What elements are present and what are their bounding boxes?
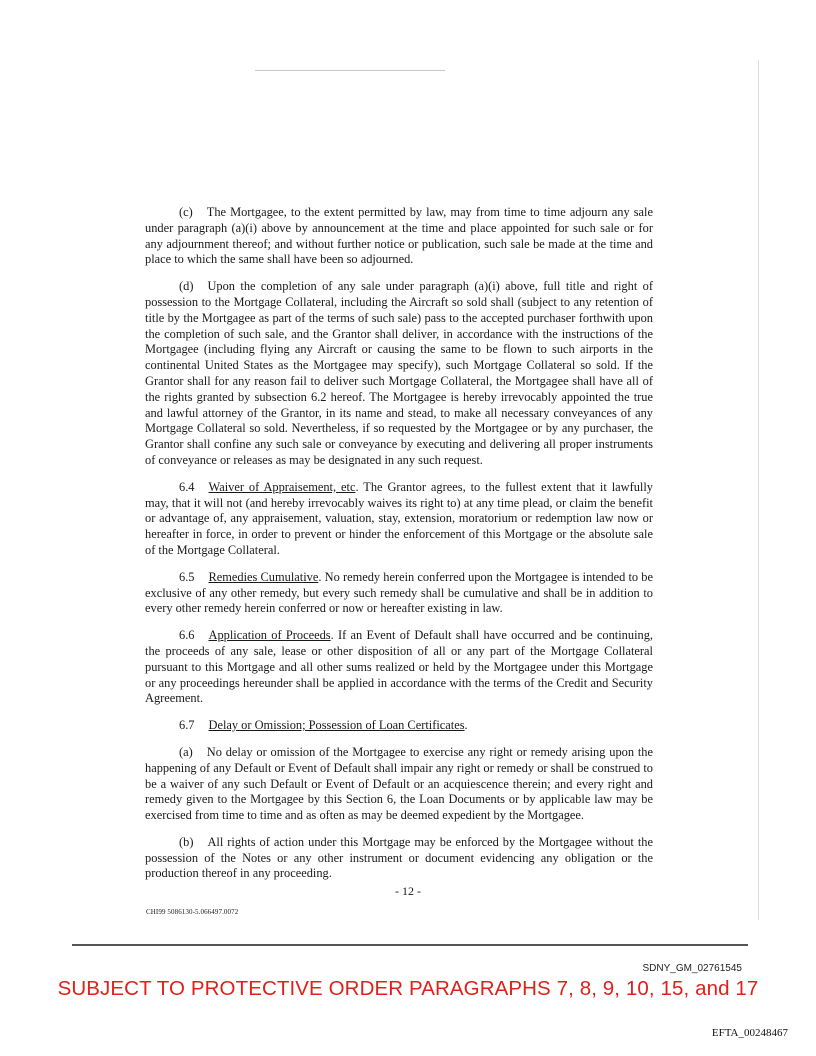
efta-number: EFTA_00248467 — [711, 1027, 788, 1039]
scan-artifact — [255, 70, 445, 71]
paragraph-label: (a) — [179, 744, 193, 759]
paragraph-a — [145, 745, 653, 824]
section-text: . No remedy herein conferred upon the Mortgagee is intended to be exclusive of any other remedy, but every such remedy shall be cumulative and shall be in addition to every other remedy herein conferred or now or hereafter existing in law. — [145, 569, 653, 616]
section-number: 6.4 — [179, 479, 195, 494]
section-6-7 — [145, 718, 653, 734]
paragraph-label: (d) — [179, 279, 194, 294]
paragraph-label: (c) — [179, 205, 193, 219]
paragraph-text: All rights of action under this Mortgage may be enforced by the Mortgagee without the possession of the Notes or any other instrument or document evidencing any obligation or the production thereof in any proceeding. — [145, 834, 653, 881]
page-number: - 12 - — [395, 884, 421, 898]
section-title: Delay or Omission; Possession of Loan Certificates — [208, 718, 465, 733]
paragraph-text: No delay or omission of the Mortgagee to exercise any right or remedy arising upon the happening of any Default or Event of Default shall impair any right or remedy or shall be construed to be a waiver of any such Default or Event of Default or an acquiescence therein; and every right and remedy given to the Mortgagee by this Section 6, the Loan Documents or by applicable law may be exercised from time to time and as often as may be deemed expedient by the Mortgagee. — [145, 744, 653, 823]
section-title: Application of Proceeds — [208, 628, 331, 643]
document-body — [145, 205, 653, 893]
paragraph-label: (b) — [179, 834, 194, 849]
section-title: Remedies Cumulative — [208, 569, 319, 584]
protective-order-banner: SUBJECT TO PROTECTIVE ORDER PARAGRAPHS 7, 8, 9, 10, 15, and 17 — [57, 977, 759, 1000]
bates-number: SDNY_GM_02761545 — [642, 963, 742, 974]
scan-edge-line — [758, 60, 759, 920]
section-6-4 — [145, 480, 653, 559]
paragraph-c — [145, 205, 653, 268]
section-text: . The Grantor agrees, to the fullest extent that it lawfully may, that it will not (and hereby irrevocably waives its right to) at any time plead, or claim the benefit or advantage of, any appraisement, valuation, stay, extension, moratorium or redemption law now or hereafter in force, in order to prevent or hinder the enforcement of this Mortgage or the absolute sale of the Mortgage Collateral. — [145, 479, 653, 557]
paragraph-text: Upon the completion of any sale under paragraph (a)(i) above, full title and right of possession to the Mortgage Collateral, including the Aircraft so sold shall (subject to any retention of title by the Mortgagee as part of the terms of such sale) pass to the accepted purchaser forthwith upon the completion of such sale, and the Grantor shall deliver, in accordance with the instructions of the Mortgagee (including flying any Aircraft or causing the same to be flown to such airports in the continental United States as the Mortgagee may specify), such Mortgage Collateral so sold. If the Grantor shall for any reason fail to deliver such Mortgage Collateral, the Mortgagee shall have all of the rights granted by subsection 6.2 hereof. The Mortgagee is hereby irrevocably appointed the true and lawful attorney of the Grantor, in its name and stead, to make all necessary conveyances of any Mortgage Collateral so sold. Nevertheless, if so requested by the Mortgagee or by any purchaser, the Grantor shall confine any such sale or conveyance by executing and delivering all proper instruments of conveyance or releases as may be designated in any such request. — [145, 279, 653, 467]
section-6-6 — [145, 628, 653, 707]
section-number: 6.5 — [179, 569, 195, 584]
paragraph-text: The Mortgagee, to the extent permitted by law, may from time to time adjourn any sale under paragraph (a)(i) above by announcement at the time and place appointed for such sale or for any adjournment thereof; and without further notice or publication, such sale be made at the time and place to which the same shall have been so adjourned. — [145, 205, 653, 267]
paragraph-d — [145, 279, 653, 469]
section-text: . If an Event of Default shall have occurred and be continuing, the proceeds of any sale, lease or other disposition of all or any part of the Mortgage Collateral pursuant to this Mortgage and all other sums realized or held by the Mortgagee under this Mortgage or any proceedings hereunder shall be applied in accordance with the terms of the Credit and Security Agreement. — [145, 628, 653, 706]
section-text: . — [464, 718, 468, 733]
section-title: Waiver of Appraisement, etc — [208, 479, 356, 494]
section-6-5 — [145, 570, 653, 617]
file-code: CHI99 5086130-5.066497.0072 — [146, 908, 239, 916]
paragraph-b — [145, 835, 653, 882]
footer-divider — [72, 944, 748, 946]
section-number: 6.6 — [179, 628, 195, 643]
section-number: 6.7 — [179, 718, 195, 733]
